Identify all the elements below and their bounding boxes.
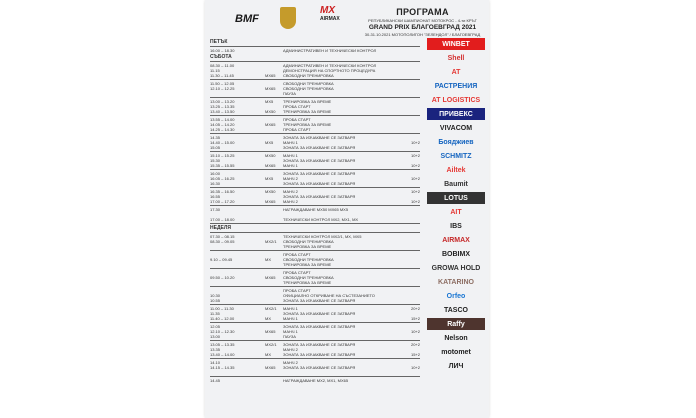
sponsor-logo: VIVACOM <box>427 122 485 134</box>
schedule-row <box>210 378 420 383</box>
schedule-time: 14.40 – 15.00 <box>210 140 235 145</box>
schedule-time: 9.10 – 09.45 <box>210 257 233 262</box>
schedule-class: MX <box>265 352 271 357</box>
schedule-row <box>210 352 420 357</box>
schedule-row <box>210 145 420 150</box>
schedule-class <box>265 370 283 375</box>
schedule-laps <box>406 91 420 96</box>
schedule-time: 14.15 – 14.35 <box>210 365 235 370</box>
schedule-time: 16.30 <box>210 181 221 186</box>
sponsor-logo: AIRMAX <box>427 234 485 246</box>
schedule-event: ТРЕНИРОВКА ЗА ВРЕМЕ <box>283 262 332 267</box>
schedule-laps: 10+2 <box>410 329 420 334</box>
schedule-time: 17.00 – 17.20 <box>210 199 235 204</box>
schedule-row <box>210 316 420 321</box>
schedule-laps <box>406 370 420 375</box>
schedule-time: 10.55 <box>210 298 221 303</box>
city-crest-logo <box>280 7 296 29</box>
sponsor-logo: AT LOGISTICS <box>427 94 485 106</box>
sponsor-logo: motomet <box>427 346 485 358</box>
schedule-row <box>210 163 420 168</box>
schedule-event: ПРОБА СТАРТ <box>283 127 311 132</box>
schedule-time: 15.30 <box>210 158 221 163</box>
schedule-time: 14.35 <box>210 135 221 140</box>
schedule-class: MX65 <box>265 365 276 370</box>
schedule-time: 12.10 – 12.30 <box>210 329 235 334</box>
schedule-event: СВОБОДНИ ТРЕНИРОВКА <box>283 81 334 86</box>
schedule-event: ЗОНАТА ЗА ИЗЧАКВАНЕ СЕ ЗАТВАРЯ <box>283 352 356 357</box>
schedule-row <box>210 280 420 285</box>
sponsor-logo: Orfeo <box>427 290 485 302</box>
schedule-time: 11.40 – 12.00 <box>210 316 235 321</box>
schedule-time: 16.35 – 16.50 <box>210 189 235 194</box>
schedule-laps <box>406 109 420 114</box>
schedule-class <box>265 298 283 303</box>
schedule-laps: 10+2 <box>410 163 420 168</box>
schedule-class: MX2/1 <box>265 306 277 311</box>
divider <box>210 322 420 323</box>
schedule-time: 09.50 – 10.20 <box>210 275 235 280</box>
schedule-event: ДЕМОНСТРАЦИЯ НА СПОРТНОТО ПРОЦЕДУРА <box>283 68 376 73</box>
schedule-class: MX5 <box>265 140 274 145</box>
schedule-time: 13.00 – 13.20 <box>210 99 235 104</box>
program-title-block <box>360 7 485 37</box>
schedule-event: МАНЧ 2 <box>283 189 298 194</box>
schedule-row <box>210 244 420 249</box>
divider <box>210 286 420 287</box>
schedule-time <box>210 280 265 285</box>
schedule-time: 11.15 <box>210 68 220 73</box>
schedule-laps: 10+2 <box>410 199 420 204</box>
divider <box>210 61 420 62</box>
sponsor-logo: AT <box>427 66 485 78</box>
schedule-time: 13.40 – 13.50 <box>210 109 235 114</box>
schedule-time: 08.30 – 09.05 <box>210 239 235 244</box>
sponsor-logo: WINBET <box>427 38 485 50</box>
schedule-event: МАНЧ 1 <box>283 316 298 321</box>
mx-logo-text: MX <box>320 5 335 16</box>
schedule-event: АДМИНИСТРАТИВЕН И ТЕХНИЧЕСКИ КОНТРОЛ <box>283 63 377 68</box>
schedule-laps: 10+2 <box>410 140 420 145</box>
schedule-class <box>265 262 283 267</box>
divider <box>210 115 420 116</box>
sponsor-logo: Baumit <box>427 178 485 190</box>
schedule-event: МАНЧ 2 <box>283 176 298 181</box>
schedule-class <box>265 181 283 186</box>
schedule-event: ЗОНАТА ЗА ИЗЧАКВАНЕ СЕ ЗАТВАРЯ <box>283 342 356 347</box>
sponsor-logo: BOBIMX <box>427 248 485 260</box>
schedule-event: ПРОБА СТАРТ <box>283 252 311 257</box>
schedule-class: MX65 <box>265 275 276 280</box>
schedule-time: 10.30 <box>210 293 221 298</box>
schedule-time <box>210 262 265 267</box>
airmax-logo-text: AIRMAX <box>320 16 340 22</box>
schedule-time <box>210 370 265 375</box>
schedule-event: ТРЕНИРОВКА ЗА ВРЕМЕ <box>283 280 332 285</box>
schedule-laps: 10+2 <box>410 153 420 158</box>
schedule-time: 15.10 – 15.25 <box>210 153 235 158</box>
event-name: GRAND PRIX БЛАГОЕВГРАД 2021 <box>368 24 477 31</box>
schedule-time: 15.35 – 15.55 <box>210 163 235 168</box>
divider <box>210 232 420 233</box>
schedule-time: 13.55 – 14.00 <box>210 117 235 122</box>
divider <box>210 151 420 152</box>
schedule-class: MX65 <box>265 163 276 168</box>
sponsor-logo: AIT <box>427 206 485 218</box>
schedule-laps <box>406 298 420 303</box>
schedule-event: ЗОНАТА ЗА ИЗЧАКВАНЕ СЕ ЗАТВАРЯ <box>283 311 356 316</box>
schedule-laps <box>406 48 420 53</box>
sponsor-logo: IBS <box>427 220 485 232</box>
schedule-class: MX65 <box>265 122 276 127</box>
schedule-time: 11.00 – 11.30 <box>210 306 234 311</box>
schedule-class <box>265 91 283 96</box>
schedule-event: СВОБОДНИ ТРЕНИРОВКА <box>283 73 334 78</box>
schedule-event: ПРОБА СТАРТ <box>283 117 311 122</box>
sponsor-logo: Raffy <box>427 318 485 330</box>
schedule-class: MX65 <box>265 86 276 91</box>
sponsor-logo: Shell <box>427 52 485 64</box>
schedule-time: 08.30 – 11.00 <box>210 63 235 68</box>
header-logos <box>235 5 355 37</box>
schedule-time: 14.25 – 14.30 <box>210 127 235 132</box>
schedule-row <box>210 199 420 204</box>
sponsor-logo: SCHMITZ <box>427 150 485 162</box>
divider <box>210 250 420 251</box>
sponsor-logo: ПРИВЕКС <box>427 108 485 120</box>
schedule-row <box>210 217 420 222</box>
schedule-class <box>265 378 283 383</box>
schedule-laps <box>406 262 420 267</box>
schedule-laps <box>406 378 420 383</box>
schedule-row <box>210 127 420 132</box>
schedule-event: СВОБОДНИ ТРЕНИРОВКА <box>283 257 334 262</box>
schedule-time: 16.05 – 16.25 <box>210 176 235 181</box>
schedule-class <box>265 127 283 132</box>
schedule-laps: 10+2 <box>410 176 420 181</box>
schedule-event: ЗОНАТА ЗА ИЗЧАКВАНЕ СЕ ЗАТВАРЯ <box>283 135 356 140</box>
schedule-event: ЗОНАТА ЗА ИЗЧАКВАНЕ СЕ ЗАТВАРЯ <box>283 365 356 370</box>
sponsor-logo: KATARINO <box>427 276 485 288</box>
schedule-event: ЗОНАТА ЗА ИЗЧАКВАНЕ СЕ ЗАТВАРЯ <box>283 171 356 176</box>
schedule-laps <box>406 181 420 186</box>
schedule-event: СВОБОДНИ ТРЕНИРОВКА <box>283 275 334 280</box>
day-heading: ПЕТЪК <box>210 39 228 45</box>
schedule-event: ТРЕНИРОВКА ЗА ВРЕМЕ <box>283 122 332 127</box>
sponsor-logo: TASCO <box>427 304 485 316</box>
sponsor-logo: ЛИЧ <box>427 360 485 372</box>
schedule-time: 13.25 – 13.35 <box>210 104 235 109</box>
schedule-event: ПРОБА СТАРТ <box>283 288 311 293</box>
divider <box>210 268 420 269</box>
schedule-event: АДМИНИСТРАТИВЕН И ТЕХНИЧЕСКИ КОНТРОЛ <box>283 48 377 53</box>
schedule-event: ОФИЦИАЛНО ОТКРИВАНЕ НА СЪСТЕЗАНИЕТО <box>283 293 375 298</box>
schedule-laps <box>406 280 420 285</box>
schedule-class: MX50 <box>265 153 276 158</box>
schedule-class: MX2/1 <box>265 239 277 244</box>
schedule-time: 11.35 <box>210 311 220 316</box>
schedule-laps: 20+2 <box>410 306 420 311</box>
schedule-class: MX <box>265 316 271 321</box>
schedule-event: СВОБОДНИ ТРЕНИРОВКА <box>283 239 334 244</box>
schedule-event: ТЕХНИЧЕСКИ КОНТРОЛ MX2, MX1, MX <box>283 217 359 222</box>
schedule-event <box>283 370 406 375</box>
schedule-time: 12.10 – 12.25 <box>210 86 235 91</box>
sponsor-logo: GROWA HOLD <box>427 262 485 274</box>
divider <box>210 358 420 359</box>
divider <box>210 376 420 377</box>
schedule-laps <box>406 217 420 222</box>
mx-logo <box>320 5 354 35</box>
sponsor-column <box>427 38 485 374</box>
schedule-laps: 10+2 <box>410 365 420 370</box>
schedule-class <box>265 280 283 285</box>
schedule-class <box>265 244 283 249</box>
sponsor-logo: Ailtek <box>427 164 485 176</box>
schedule-event: ЗОНАТА ЗА ИЗЧАКВАНЕ СЕ ЗАТВАРЯ <box>283 158 356 163</box>
schedule-event: ПАУЗА <box>283 334 296 339</box>
schedule-time: 12.05 <box>210 324 221 329</box>
schedule-class <box>265 217 283 222</box>
schedule-time: 13.35 <box>210 347 221 352</box>
schedule-event: ПРОБА СТАРТ <box>283 104 311 109</box>
schedule-class: MX50 <box>265 109 276 114</box>
schedule-page <box>205 0 489 418</box>
divider <box>210 223 420 224</box>
schedule-class: MX5 <box>265 99 274 104</box>
schedule-row <box>210 262 420 267</box>
schedule-event: НАГРАЖДАВАНЕ MX2, MX1, MX65 <box>283 378 349 383</box>
schedule-event: ЗОНАТА ЗА ИЗЧАКВАНЕ СЕ ЗАТВАРЯ <box>283 298 356 303</box>
schedule-time <box>210 244 265 249</box>
schedule-time: 16.00 – 18.30 <box>210 48 235 53</box>
bmf-logo: BMF <box>235 13 259 25</box>
schedule-laps <box>406 127 420 132</box>
divider <box>210 304 420 305</box>
schedule-class <box>265 48 283 53</box>
schedule-table <box>210 38 420 383</box>
schedule-time: 16.00 <box>210 171 221 176</box>
schedule-event: ЗОНАТА ЗА ИЗЧАКВАНЕ СЕ ЗАТВАРЯ <box>283 324 356 329</box>
sponsor-logo: Бояджиев <box>427 136 485 148</box>
schedule-event: ПАУЗА <box>283 91 296 96</box>
schedule-class: MX50 <box>265 189 276 194</box>
schedule-event: ТРЕНИРОВКА ЗА ВРЕМЕ <box>283 109 332 114</box>
schedule-event: СВОБОДНИ ТРЕНИРОВКА <box>283 86 334 91</box>
program-subtitle: РЕПУБЛИКАНСКИ ШАМПИОНАТ МОТОКРОС - 4-ти КРЪГ <box>368 18 477 23</box>
schedule-time: 14.05 – 14.20 <box>210 122 235 127</box>
schedule-class: MX <box>265 257 271 262</box>
schedule-laps <box>406 145 420 150</box>
schedule-laps: 15+2 <box>410 352 420 357</box>
schedule-event: ТРЕНИРОВКА ЗА ВРЕМЕ <box>283 244 332 249</box>
divider <box>210 187 420 188</box>
schedule-class <box>265 145 283 150</box>
schedule-time: 13.00 <box>210 334 221 339</box>
schedule-row <box>210 48 420 53</box>
schedule-event: ЗОНАТА ЗА ИЗЧАКВАНЕ СЕ ЗАТВАРЯ <box>283 194 356 199</box>
schedule-event: МАНЧ 1 <box>283 329 298 334</box>
day-heading: СЪБОТА <box>210 54 232 60</box>
schedule-row <box>210 181 420 186</box>
sponsor-logo: РАСТРЕНИЯ <box>427 80 485 92</box>
sponsor-logo: LOTUS <box>427 192 485 204</box>
schedule-class: MX5 <box>265 176 274 181</box>
schedule-time: 16.55 <box>210 194 221 199</box>
schedule-event: МАНЧ 2 <box>283 199 298 204</box>
schedule-time: 17.00 – 18.00 <box>210 217 235 222</box>
schedule-laps <box>406 334 420 339</box>
schedule-time: 14.45 <box>210 378 221 383</box>
schedule-time <box>210 91 265 96</box>
divider <box>210 97 420 98</box>
schedule-event: ЗОНАТА ЗА ИЗЧАКВАНЕ СЕ ЗАТВАРЯ <box>283 145 356 150</box>
schedule-laps: 10+2 <box>410 189 420 194</box>
schedule-event: МАНЧ 1 <box>283 140 298 145</box>
day-heading: НЕДЕЛЯ <box>210 225 231 231</box>
schedule-laps <box>406 244 420 249</box>
schedule-event: МАНЧ 1 <box>283 163 298 168</box>
schedule-time: 15.05 <box>210 145 221 150</box>
program-title: ПРОГРАМА <box>396 7 449 17</box>
schedule-time: 13.40 – 14.00 <box>210 352 235 357</box>
divider <box>210 169 420 170</box>
schedule-laps: 15+2 <box>410 316 420 321</box>
schedule-class: MX65 <box>265 73 276 78</box>
schedule-laps: 20+2 <box>410 342 420 347</box>
schedule-event: МАНЧ 1 <box>283 153 298 158</box>
divider <box>210 79 420 80</box>
schedule-class: MX65 <box>265 329 276 334</box>
divider <box>210 133 420 134</box>
schedule-event: ЗОНАТА ЗА ИЗЧАКВАНЕ СЕ ЗАТВАРЯ <box>283 181 356 186</box>
schedule-row <box>210 370 420 375</box>
schedule-time: 17.30 <box>210 207 221 212</box>
schedule-time: 14.10 <box>210 360 221 365</box>
schedule-event: НАГРАЖДАВАНЕ MX50 MX65 MX5 <box>283 207 349 212</box>
schedule-event: ПРОБА СТАРТ <box>283 270 311 275</box>
schedule-class: MX2/1 <box>265 342 277 347</box>
schedule-laps <box>406 73 420 78</box>
event-dates: 30-31.10.2021 МОТОПОЛИГОН "ЗЕЛЕНДОЛ" / БЛАГОЕВГРАД <box>364 32 481 37</box>
schedule-row <box>210 73 420 78</box>
divider <box>210 205 420 206</box>
schedule-event: МАНЧ 2 <box>283 360 298 365</box>
schedule-time: 11.50 – 12.05 <box>210 81 235 86</box>
schedule-class: MX65 <box>265 199 276 204</box>
divider <box>210 46 420 47</box>
schedule-event: МАНЧ 1 <box>283 306 298 311</box>
schedule-time: 13.05 – 13.35 <box>210 342 235 347</box>
schedule-event: МАНЧ 2 <box>283 347 298 352</box>
sponsor-logo: Nelson <box>427 332 485 344</box>
schedule-event: ТЕХНИЧЕСКИ КОНТРОЛ MX2/1, MX, MX5 <box>283 234 362 239</box>
schedule-event: ТРЕНИРОВКА ЗА ВРЕМЕ <box>283 99 332 104</box>
schedule-row <box>210 109 420 114</box>
divider <box>210 340 420 341</box>
schedule-row <box>210 91 420 96</box>
schedule-class <box>265 334 283 339</box>
schedule-time: 11.30 – 11.45 <box>210 73 234 78</box>
schedule-row <box>210 298 420 303</box>
schedule-time: 07.30 – 08.15 <box>210 234 235 239</box>
schedule-row <box>210 334 420 339</box>
